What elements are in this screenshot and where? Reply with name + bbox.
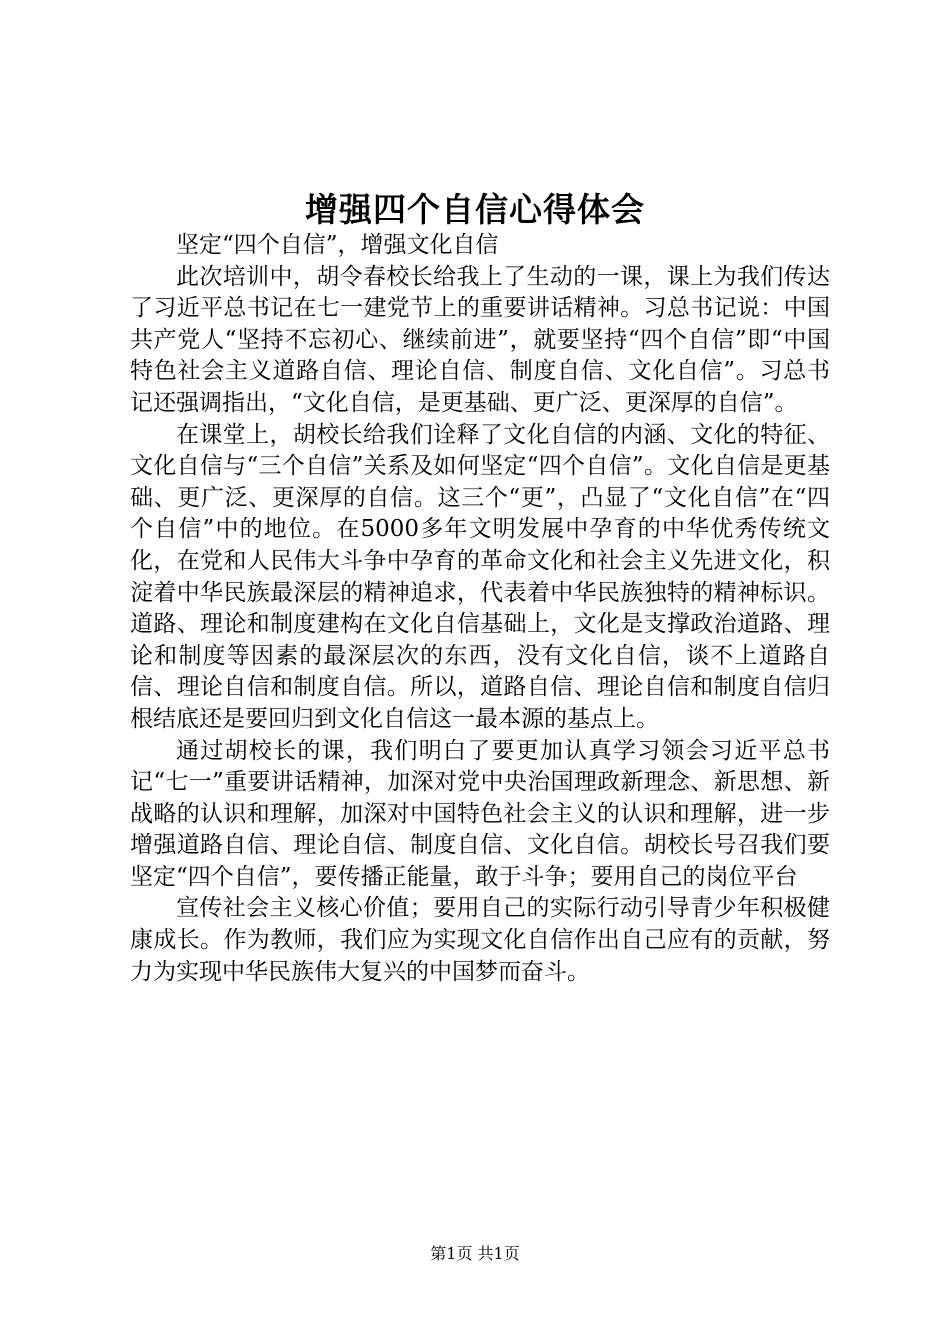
- page-footer: 第1页 共1页: [430, 1244, 520, 1263]
- paragraph: 此次培训中，胡令春校长给我上了生动的一课，课上为我们传达了习近平总书记在七一建党节上的重要讲话精神。习总书记说：中国共产党人“坚持不忘初心、继续前进”，就要坚持“四个自信”即“中国特色社会主义道路自信、理论自信、制度自信、文化自信”。习总书记还强调指出，“文化自信，是更基础、更广泛、更深厚的自信”。: [130, 263, 830, 416]
- paragraph-subtitle: 坚定“四个自信”，增强文化自信: [176, 232, 499, 258]
- paragraph: 通过胡校长的课，我们明白了要更加认真学习领会习近平总书记“七一”重要讲话精神，加深对党中央治国理政新理念、新思想、新战略的认识和理解，加深对中国特色社会主义的认识和理解，进一步增强道路自信、理论自信、制度自信、文化自信。胡校长号召我们要坚定“四个自信”，要传播正能量，敢于斗争；要用自己的岗位平台: [130, 737, 830, 890]
- paragraph: 在课堂上，胡校长给我们诠释了文化自信的内涵、文化的特征、文化自信与“三个自信”关系及如何坚定“四个自信”。文化自信是更基础、更广泛、更深厚的自信。这三个“更”，凸显了“文化自信”在“四个自信”中的地位。在5000多年文明发展中孕育的中华优秀传统文化，在党和人民伟大斗争中孕育的革命文化和社会主义先进文化，积淀着中华民族最深层的精神追求，代表着中华民族独特的精神标识。道路、理论和制度建构在文化自信基础上，文化是支撑政治道路、理论和制度等因素的最深层次的东西，没有文化自信，谈不上道路自信、理论自信和制度自信。所以，道路自信、理论自信和制度自信归根结底还是要回归到文化自信这一最本源的基点上。: [130, 421, 830, 732]
- document-title: 增强四个自信心得体会: [305, 190, 645, 229]
- document-body: [130, 230, 830, 988]
- paragraph: 宣传社会主义核心价值；要用自己的实际行动引导青少年积极健康成长。作为教师，我们应为实现文化自信作出自己应有的贡献，努力为实现中华民族伟大复兴的中国梦而奋斗。: [130, 895, 830, 985]
